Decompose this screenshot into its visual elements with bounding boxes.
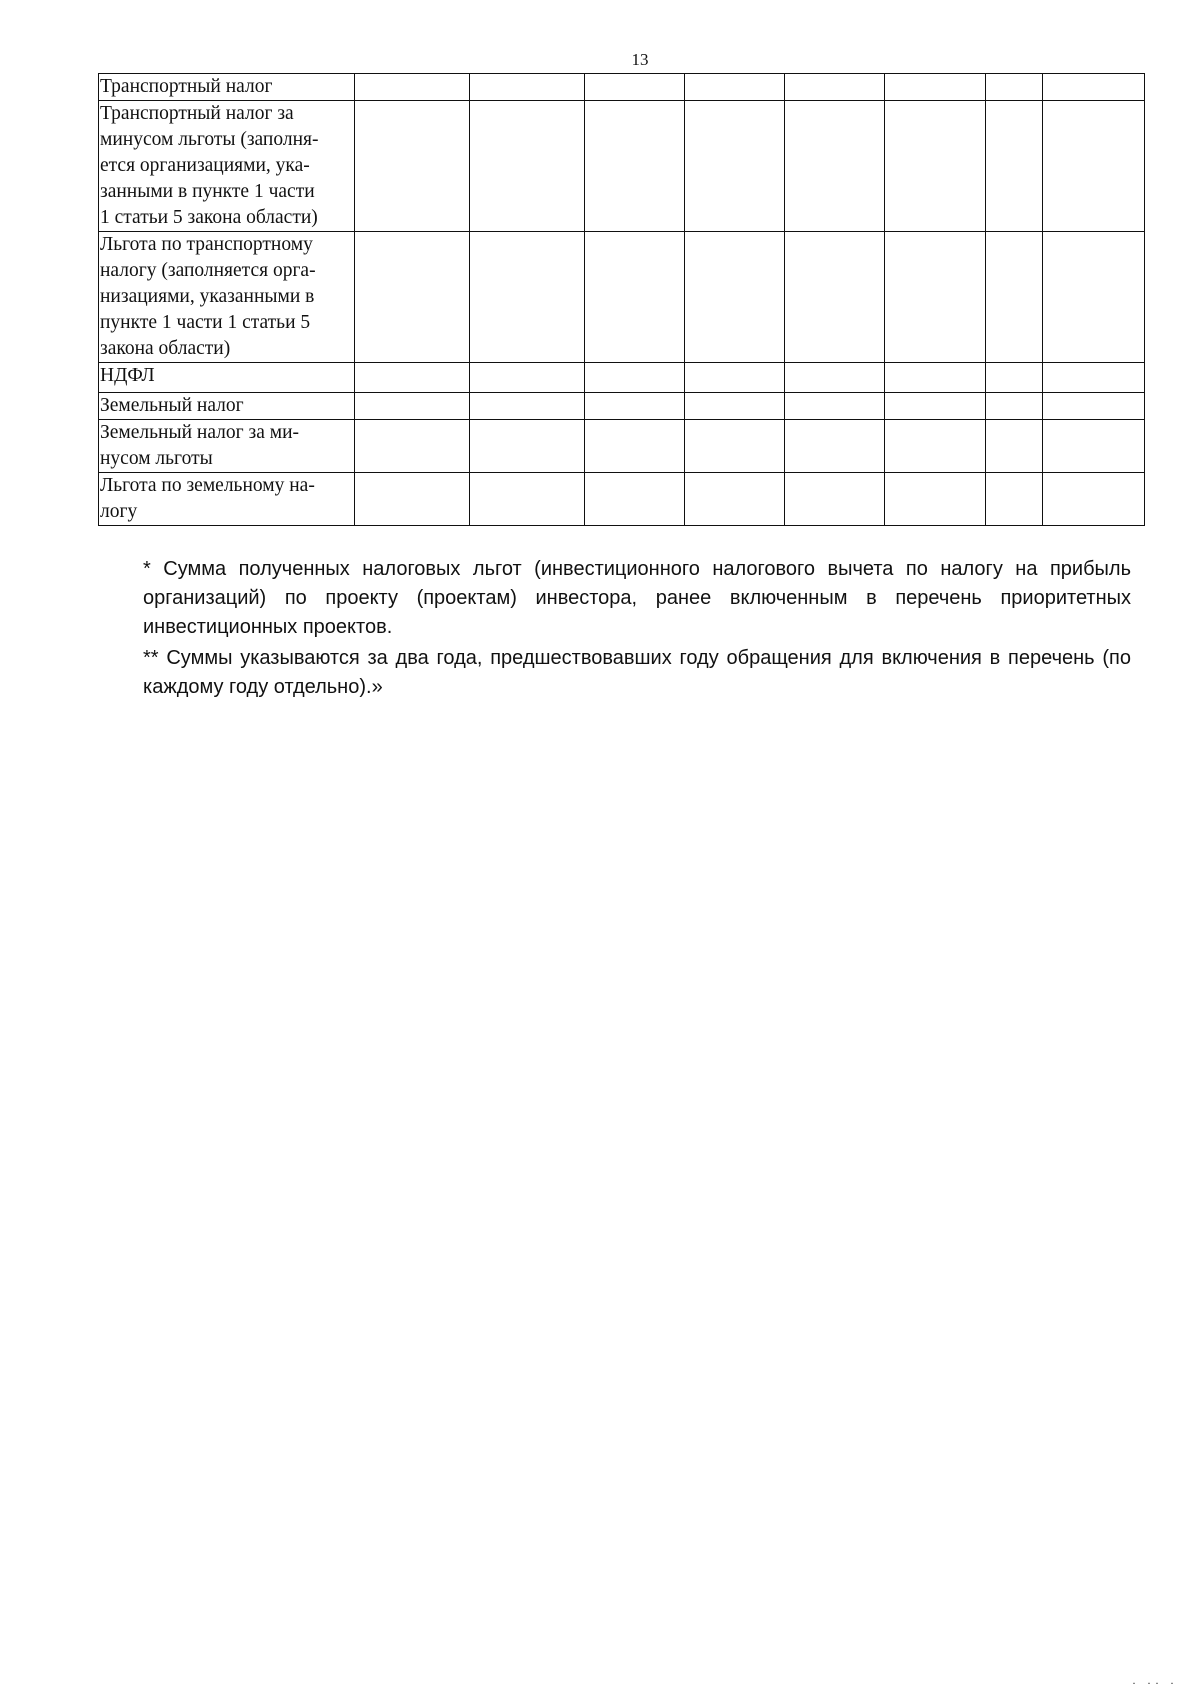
empty-cell xyxy=(355,363,470,393)
empty-cell xyxy=(785,232,885,363)
empty-cell xyxy=(986,232,1043,363)
empty-cell xyxy=(986,473,1043,526)
row-label xyxy=(99,473,355,526)
empty-cell xyxy=(470,393,585,420)
empty-cell xyxy=(986,101,1043,232)
empty-cell xyxy=(885,393,986,420)
table-row xyxy=(99,101,1145,232)
empty-cell xyxy=(585,393,685,420)
empty-cell xyxy=(785,393,885,420)
empty-cell xyxy=(685,363,785,393)
empty-cell xyxy=(585,420,685,473)
empty-cell xyxy=(1043,232,1145,363)
corner-mark: · ·· · xyxy=(1132,1676,1178,1690)
row-label xyxy=(99,74,355,101)
row-label-line: Транспортный налог xyxy=(100,76,273,97)
empty-cell xyxy=(986,74,1043,101)
footnote-2: ** Суммы указываются за два года, предшествовавших году обращения для включения в перечень (по каждому году отдельно).» xyxy=(143,647,1131,698)
empty-cell xyxy=(470,101,585,232)
empty-cell xyxy=(785,74,885,101)
empty-cell xyxy=(885,473,986,526)
empty-cell xyxy=(685,101,785,232)
empty-cell xyxy=(355,101,470,232)
empty-cell xyxy=(685,232,785,363)
row-label-line: Земельный налог за ми- xyxy=(100,422,300,443)
empty-cell xyxy=(470,420,585,473)
row-label-line: низациями, указанными в xyxy=(100,286,315,307)
table-body xyxy=(99,74,1145,526)
row-label-line: НДФЛ xyxy=(100,365,155,386)
tax-table xyxy=(98,73,1145,526)
row-label xyxy=(99,363,355,393)
empty-cell xyxy=(470,74,585,101)
row-label xyxy=(99,232,355,363)
row-label-line: Льгота по транспортному xyxy=(100,234,313,255)
table-row xyxy=(99,363,1145,393)
table-row xyxy=(99,420,1145,473)
row-label-line: Льгота по земельному на- xyxy=(100,475,315,496)
empty-cell xyxy=(470,363,585,393)
empty-cell xyxy=(785,101,885,232)
empty-cell xyxy=(885,101,986,232)
empty-cell xyxy=(355,393,470,420)
empty-cell xyxy=(585,363,685,393)
empty-cell xyxy=(355,74,470,101)
row-label-line: закона области) xyxy=(100,338,231,359)
empty-cell xyxy=(585,473,685,526)
footnote-1: * Сумма полученных налоговых льгот (инвестиционного налогового вычета по налогу на прибыль организаций) по проекту (проектам) инвестора, ранее включенным в перечень приоритетных инвестиционных проектов. xyxy=(143,558,1131,638)
empty-cell xyxy=(885,232,986,363)
empty-cell xyxy=(685,420,785,473)
row-label xyxy=(99,101,355,232)
row-label-line: нусом льготы xyxy=(100,448,213,469)
table-row xyxy=(99,232,1145,363)
row-label-line: Земельный налог xyxy=(100,395,244,416)
empty-cell xyxy=(1043,393,1145,420)
empty-cell xyxy=(685,473,785,526)
row-label-line: Транспортный налог за xyxy=(100,103,294,124)
empty-cell xyxy=(685,393,785,420)
empty-cell xyxy=(585,232,685,363)
row-label-line: ется организациями, ука- xyxy=(100,155,310,176)
row-label-line: пункте 1 части 1 статьи 5 xyxy=(100,312,311,333)
empty-cell xyxy=(585,74,685,101)
empty-cell xyxy=(355,232,470,363)
empty-cell xyxy=(986,420,1043,473)
footnotes xyxy=(143,555,1131,704)
table-row xyxy=(99,393,1145,420)
empty-cell xyxy=(470,232,585,363)
row-label-line: занными в пункте 1 части xyxy=(100,181,315,202)
empty-cell xyxy=(885,420,986,473)
empty-cell xyxy=(885,74,986,101)
empty-cell xyxy=(1043,74,1145,101)
row-label xyxy=(99,420,355,473)
empty-cell xyxy=(1043,473,1145,526)
row-label-line: 1 статьи 5 закона области) xyxy=(100,207,318,228)
empty-cell xyxy=(1043,420,1145,473)
row-label-line: минусом льготы (заполня- xyxy=(100,129,319,150)
empty-cell xyxy=(585,101,685,232)
empty-cell xyxy=(470,473,585,526)
table-row xyxy=(99,74,1145,101)
empty-cell xyxy=(986,363,1043,393)
empty-cell xyxy=(685,74,785,101)
empty-cell xyxy=(1043,101,1145,232)
empty-cell xyxy=(355,420,470,473)
empty-cell xyxy=(986,393,1043,420)
row-label-line: налогу (заполняется орга- xyxy=(100,260,316,281)
empty-cell xyxy=(785,363,885,393)
table-row xyxy=(99,473,1145,526)
empty-cell xyxy=(785,420,885,473)
page-number: 13 xyxy=(631,50,649,69)
empty-cell xyxy=(1043,363,1145,393)
empty-cell xyxy=(355,473,470,526)
row-label xyxy=(99,393,355,420)
empty-cell xyxy=(785,473,885,526)
empty-cell xyxy=(885,363,986,393)
row-label-line: логу xyxy=(100,501,138,522)
